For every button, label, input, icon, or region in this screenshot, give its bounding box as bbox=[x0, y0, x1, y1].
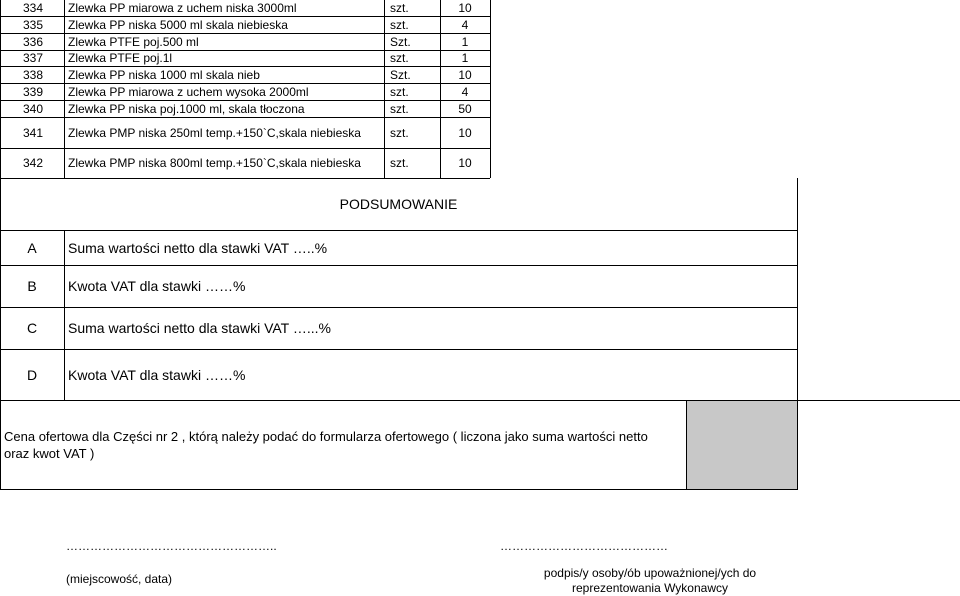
row-divider bbox=[0, 33, 490, 34]
row-divider bbox=[0, 117, 490, 118]
offer-price-text-line: Cena ofertowa dla Części nr 2 , którą należy podać do formularza ofertowego ( liczona jako suma wartości netto bbox=[4, 429, 648, 444]
row-unit: szt. bbox=[390, 17, 409, 32]
row-qty: 1 bbox=[461, 34, 469, 49]
row-number: 339 bbox=[23, 84, 44, 99]
summary-title: PODSUMOWANIE bbox=[339, 196, 458, 212]
summary-right-border bbox=[797, 230, 798, 400]
signature-dots: …………………………………… bbox=[500, 539, 668, 553]
summary-line-text: Suma wartości netto dla stawki VAT …...% bbox=[68, 320, 331, 336]
row-number: 335 bbox=[23, 17, 44, 32]
summary-letter: C bbox=[26, 320, 38, 336]
row-divider bbox=[0, 148, 490, 149]
row-unit: szt. bbox=[390, 51, 409, 65]
row-qty: 10 bbox=[458, 125, 472, 140]
row-unit: Szt. bbox=[390, 67, 411, 82]
place-date-dots: …………………………………………….. bbox=[66, 539, 277, 553]
row-unit: szt. bbox=[390, 1, 409, 15]
row-name: Zlewka PMP niska 250ml temp.+150`C,skala niebieska bbox=[68, 125, 361, 140]
column-divider bbox=[440, 0, 441, 178]
row-name: Zlewka PMP niska 800ml temp.+150`C,skala niebieska bbox=[68, 156, 361, 170]
offer-price-value-cell bbox=[687, 401, 797, 489]
offer-price-label bbox=[4, 428, 684, 462]
summary-letter: D bbox=[26, 366, 38, 383]
row-unit: szt. bbox=[390, 156, 409, 170]
summary-right-border bbox=[797, 400, 798, 490]
summary-letter: A bbox=[27, 239, 37, 256]
offer-price-text-line: oraz kwot VAT ) bbox=[4, 446, 95, 461]
place-date-caption: (miejscowość, data) bbox=[66, 572, 173, 586]
column-divider bbox=[64, 0, 65, 178]
row-number: 342 bbox=[23, 156, 44, 170]
row-number: 338 bbox=[23, 67, 44, 82]
table-bottom-border bbox=[0, 489, 798, 490]
row-divider bbox=[0, 100, 490, 101]
row-qty: 50 bbox=[458, 101, 472, 116]
row-number: 340 bbox=[23, 101, 44, 116]
column-divider bbox=[384, 0, 385, 178]
row-qty: 10 bbox=[458, 67, 472, 82]
row-qty: 10 bbox=[458, 156, 472, 170]
summary-divider bbox=[0, 400, 960, 401]
row-divider bbox=[0, 66, 490, 67]
summary-line-text: Kwota VAT dla stawki ……% bbox=[68, 278, 246, 294]
row-qty: 1 bbox=[461, 51, 469, 65]
row-unit: szt. bbox=[390, 125, 409, 140]
row-name: Zlewka PTFE poj.1l bbox=[68, 51, 173, 65]
row-number: 337 bbox=[23, 51, 44, 65]
row-name: Zlewka PTFE poj.500 ml bbox=[68, 34, 199, 49]
row-unit: Szt. bbox=[390, 34, 411, 49]
row-number: 336 bbox=[23, 34, 44, 49]
summary-line-text: Kwota VAT dla stawki ……% bbox=[68, 366, 246, 383]
row-unit: szt. bbox=[390, 101, 409, 116]
signature-caption-line: reprezentowania Wykonawcy bbox=[572, 581, 728, 595]
column-divider bbox=[490, 0, 491, 178]
row-name: Zlewka PP niska 1000 ml skala nieb bbox=[68, 67, 260, 82]
row-number: 341 bbox=[23, 125, 44, 140]
summary-right-border bbox=[797, 178, 798, 230]
row-unit: szt. bbox=[390, 84, 409, 99]
row-divider bbox=[0, 50, 490, 51]
row-name: Zlewka PP niska 5000 ml skala niebieska bbox=[68, 17, 288, 32]
summary-line-text: Suma wartości netto dla stawki VAT …..% bbox=[68, 239, 328, 256]
row-qty: 4 bbox=[461, 17, 469, 32]
row-name: Zlewka PP niska poj.1000 ml, skala tłoczona bbox=[68, 101, 305, 116]
row-number: 334 bbox=[23, 1, 44, 15]
column-divider bbox=[64, 230, 65, 400]
row-divider bbox=[0, 16, 490, 17]
column-divider bbox=[686, 400, 687, 490]
row-name: Zlewka PP miarowa z uchem niska 3000ml bbox=[68, 1, 297, 15]
row-divider bbox=[0, 83, 490, 84]
row-qty: 4 bbox=[461, 84, 469, 99]
signature-caption bbox=[540, 566, 760, 596]
row-name: Zlewka PP miarowa z uchem wysoka 2000ml bbox=[68, 84, 309, 99]
signature-caption-line: podpis/y osoby/ób upoważnionej/ych do bbox=[543, 566, 757, 580]
summary-letter: B bbox=[27, 278, 37, 294]
row-qty: 10 bbox=[458, 1, 472, 15]
